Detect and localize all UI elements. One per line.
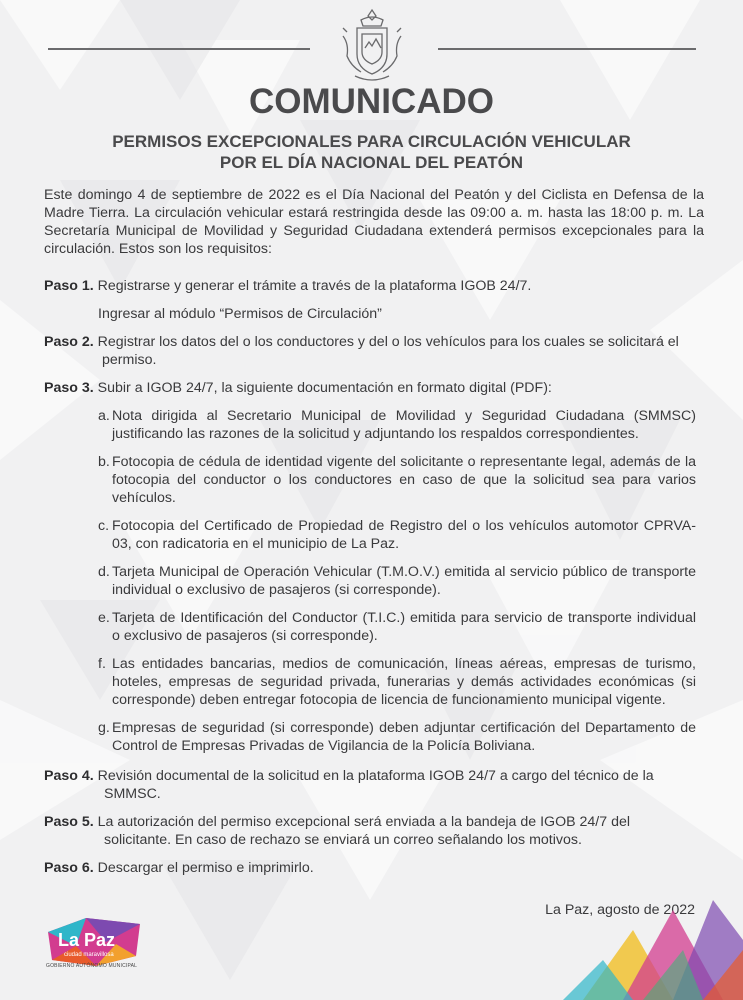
step-text: Registrar los datos del o los conductores y del o los vehículos para los cuales se solicitará el [97, 334, 679, 350]
step-label: Paso 5. [44, 814, 94, 830]
step-6 [44, 859, 704, 877]
item-text: Las entidades bancarias, medios de comunicación, líneas aéreas, empresas de turismo, hoteles, empresas de seguridad privada, funerarias y demás actividades económicas (si corresponde) deben entregar fotocopia de licencia de funcionamiento municipal vigente. [112, 656, 696, 708]
item-text: Tarjeta de Identificación del Conductor (T.I.C.) emitida para servicio de transporte individual o exclusivo de pasajeros (si corresponde). [112, 610, 696, 644]
step-2-continuation: permiso. [102, 352, 157, 368]
header-rule-left [48, 48, 310, 50]
item-marker: a. [98, 408, 110, 424]
subtitle-line-2: POR EL DÍA NACIONAL DEL PEATÓN [219, 153, 524, 172]
document-item-a [98, 407, 696, 443]
document-item-f [98, 655, 696, 709]
item-text: Tarjeta Municipal de Operación Vehicular (T.M.O.V.) emitida al servicio público de transporte individual o exclusivo de pasajeros (si corresponde). [112, 564, 696, 598]
step-label: Paso 4. [44, 768, 94, 784]
step-2 [44, 333, 704, 351]
subtitle-line-1: PERMISOS EXCEPCIONALES PARA CIRCULACIÓN VEHICULAR [112, 132, 631, 151]
document-item-e [98, 609, 696, 645]
item-text: Fotocopia de cédula de identidad vigente del solicitante o representante legal, además de la fotocopia del conductor o los conductores en caso de que la solicitud sea para varios vehículos. [112, 454, 696, 506]
item-marker: e. [98, 610, 110, 626]
intro-paragraph: Este domingo 4 de septiembre de 2022 es el Día Nacional del Peatón y del Ciclista en Defensa de la Madre Tierra. La circulación vehicular estará restringida desde las 09:00 a. m. hasta las 18:00 p. m. La Secretaría Municipal de Movilidad y Seguridad Ciudadana extenderá permisos excepcionales para la circulación. Estos son los requisitos: [44, 187, 704, 257]
document-item-g [98, 719, 696, 755]
decorative-corner-triangles [523, 890, 743, 1000]
logo-text: La Paz [58, 930, 116, 950]
step-text: La autorización del permiso excepcional será enviada a la bandeja de IGOB 24/7 del [97, 814, 631, 830]
step-4-continuation: SMMSC. [104, 786, 161, 802]
item-marker: c. [98, 518, 110, 534]
step-5-continuation: solicitante. En caso de rechazo se enviará un correo señalando los motivos. [104, 832, 582, 848]
step-text: Descargar el permiso e imprimirlo. [97, 860, 314, 876]
item-marker: b. [98, 454, 110, 470]
coat-of-arms-icon [335, 6, 409, 86]
document-item-d [98, 563, 696, 599]
step-1 [44, 277, 704, 295]
step-text: Registrarse y generar el trámite a través de la plataforma IGOB 24/7. [97, 278, 532, 294]
step-text: Subir a IGOB 24/7, la siguiente documentación en formato digital (PDF): [97, 380, 552, 396]
item-marker: d. [98, 564, 110, 580]
step-5 [44, 813, 704, 831]
step-label: Paso 2. [44, 334, 94, 350]
step-label: Paso 3. [44, 380, 94, 396]
item-marker: f. [98, 656, 106, 672]
step-text: Revisión documental de la solicitud en la plataforma IGOB 24/7 a cargo del técnico de la [97, 768, 654, 784]
document-item-b [98, 453, 696, 507]
step-label: Paso 1. [44, 278, 94, 294]
header-rule-right [438, 48, 696, 50]
page-title: COMUNICADO [249, 82, 494, 121]
document-item-c [98, 517, 696, 553]
logo-tagline: ciudad maravillosa [64, 952, 114, 958]
step-label: Paso 6. [44, 860, 94, 876]
signature-date: La Paz, agosto de 2022 [545, 902, 695, 918]
step-3 [44, 379, 704, 397]
item-text: Empresas de seguridad (si corresponde) deben adjuntar certificación del Departamento de Control de Empresas Privadas de Vigilancia de la Policía Boliviana. [112, 720, 696, 754]
step-1-extra: Ingresar al módulo “Permisos de Circulación” [98, 306, 382, 322]
item-text: Fotocopia del Certificado de Propiedad de Registro del o los vehículos automotor CPRVA-03, con radicatoria en el municipio de La Paz. [112, 518, 696, 552]
logo-caption: GOBIERNO AUTÓNOMO MUNICIPAL [46, 963, 138, 969]
item-text: Nota dirigida al Secretario Municipal de Movilidad y Seguridad Ciudadana (SMMSC) justificando las razones de la solicitud y adjuntando los respaldos correspondientes. [112, 408, 696, 442]
step-4 [44, 767, 704, 785]
item-marker: g. [98, 720, 110, 736]
